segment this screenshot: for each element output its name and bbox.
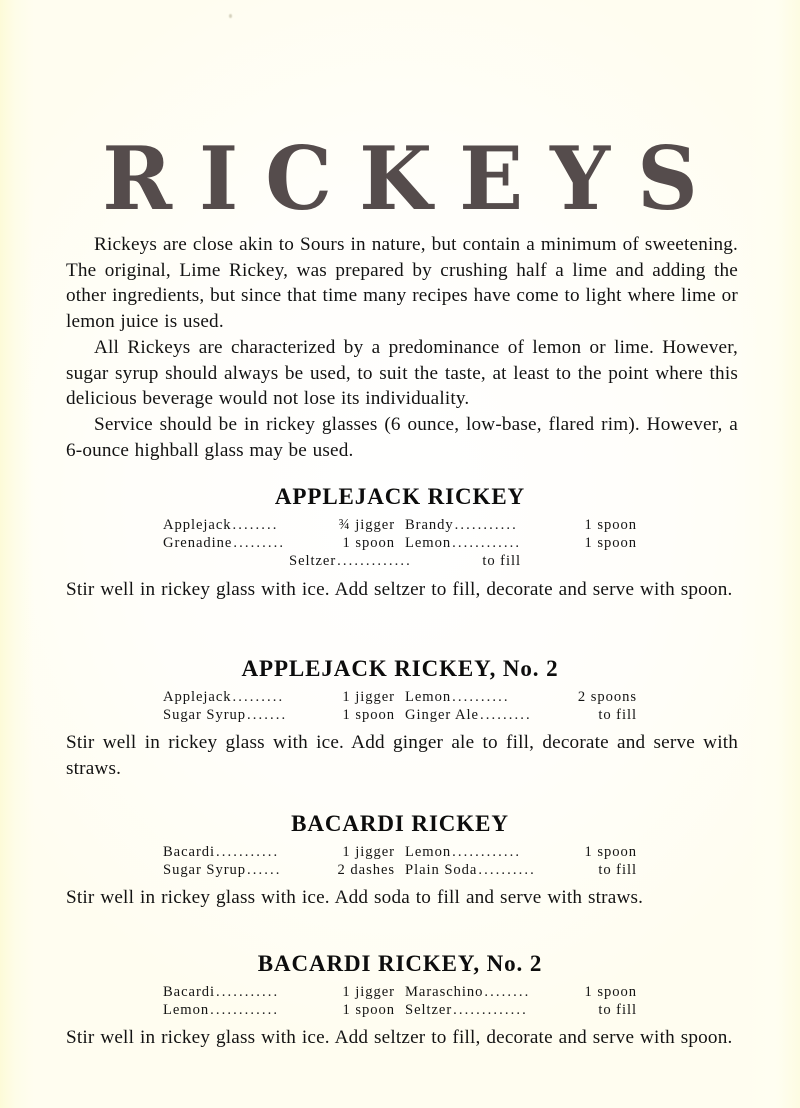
ingredient-row: [0, 861, 800, 879]
leader-dots: ..........: [478, 862, 536, 879]
recipe-block: [0, 950, 800, 1051]
ingredient-entry: [163, 861, 395, 879]
ingredient-name: Lemon: [405, 844, 452, 860]
ingredient-name: Plain Soda: [405, 862, 478, 879]
ingredient-entry: [163, 534, 395, 552]
leader-dots: .......: [247, 707, 288, 724]
ingredient-entry: [405, 983, 637, 1001]
ingredient-name: Seltzer: [289, 553, 337, 570]
ingredient-amount: to fill: [598, 862, 637, 879]
ingredient-amount: 1 jigger: [342, 689, 395, 705]
ingredient-entry: [163, 688, 395, 706]
leader-dots: ............: [210, 1002, 280, 1019]
ingredient-entry: [405, 861, 637, 879]
ingredient-amount: ¾ jigger: [338, 517, 395, 533]
ingredient-entry: [405, 843, 637, 861]
ingredient-amount: 1 jigger: [342, 984, 395, 1000]
ingredient-entry: [405, 1001, 637, 1019]
recipe-title: BACARDI RICKEY, No. 2: [257, 951, 543, 976]
ingredient-entry: [405, 688, 637, 706]
leader-dots: ......: [247, 862, 282, 879]
ingredient-table: [0, 688, 800, 724]
ingredient-amount: to fill: [482, 553, 521, 570]
ingredient-amount: 1 spoon: [342, 535, 395, 552]
ingredient-row: [0, 843, 800, 861]
ingredient-entry: [163, 1001, 395, 1019]
recipe-title: APPLEJACK RICKEY: [274, 484, 526, 509]
ingredient-entry: [163, 843, 395, 861]
ingredient-name: Applejack: [163, 689, 232, 705]
leader-dots: ...........: [216, 984, 280, 1000]
ingredient-amount: 1 spoon: [584, 984, 637, 1000]
ingredient-entry: [405, 516, 637, 534]
ingredient-name: Seltzer: [405, 1002, 453, 1019]
ingredient-entry: [405, 706, 637, 724]
leader-dots: ........: [484, 984, 531, 1000]
ingredient-entry: [405, 534, 637, 552]
ingredient-entry: [163, 516, 395, 534]
masthead: [0, 127, 800, 230]
leader-dots: ..........: [452, 689, 510, 705]
leader-dots: .........: [232, 689, 285, 705]
recipe-title: BACARDI RICKEY: [291, 811, 509, 836]
ingredient-name: Bacardi: [163, 844, 216, 860]
scan-artifact-speck-top: [229, 14, 232, 18]
leader-dots: .............: [337, 553, 412, 570]
leader-dots: ........: [232, 517, 279, 533]
ingredient-name: Lemon: [405, 689, 452, 705]
ingredient-name: Lemon: [163, 1002, 210, 1019]
leader-dots: .........: [233, 535, 286, 552]
ingredient-amount: 2 dashes: [337, 862, 395, 879]
ingredient-row: [0, 516, 800, 534]
ingredient-row: [0, 534, 800, 552]
ingredient-amount: 1 spoon: [342, 1002, 395, 1019]
ingredient-name: Sugar Syrup: [163, 862, 247, 879]
leader-dots: ...........: [454, 517, 518, 533]
scan-artifact-speck: [789, 263, 793, 273]
ingredient-amount: to fill: [598, 707, 637, 724]
introduction: [66, 232, 738, 463]
ingredient-name: Grenadine: [163, 535, 233, 552]
ingredient-name: Applejack: [163, 517, 232, 533]
ingredient-row: [0, 552, 800, 570]
ingredient-amount: to fill: [598, 1002, 637, 1019]
recipe-block: [0, 655, 800, 781]
ingredient-amount: 2 spoons: [577, 689, 637, 705]
leader-dots: ............: [452, 844, 522, 860]
ingredient-amount: 1 spoon: [584, 844, 637, 860]
recipe-block: [0, 483, 800, 602]
leader-dots: .........: [479, 707, 532, 724]
ingredient-row: [0, 1001, 800, 1019]
recipe-title: APPLEJACK RICKEY, No. 2: [241, 656, 559, 681]
leader-dots: .............: [453, 1002, 528, 1019]
ingredient-row: [0, 706, 800, 724]
ingredient-table: [0, 983, 800, 1019]
recipe-method: Stir well in rickey glass with ice. Add ginger ale to fill, decorate and serve with straws.: [66, 732, 738, 779]
ingredient-name: Lemon: [405, 535, 452, 552]
recipe-method: Stir well in rickey glass with ice. Add seltzer to fill, decorate and serve with spoon.: [66, 578, 733, 600]
page-title: RICKEYS: [102, 127, 725, 230]
ingredient-entry: [163, 706, 395, 724]
ingredient-entry: [163, 983, 395, 1001]
recipe-method: Stir well in rickey glass with ice. Add seltzer to fill, decorate and serve with spoon.: [66, 1027, 733, 1049]
intro-paragraph-1: Rickeys are close akin to Sours in nature, but contain a minimum of sweetening. The original, Lime Rickey, was prepared by crushing half a lime and adding the other ingredients, but since that time many recipes have come to light where lime or lemon juice is used.: [66, 234, 738, 333]
ingredient-amount: 1 jigger: [342, 844, 395, 860]
ingredient-row: [0, 983, 800, 1001]
ingredient-row: [0, 688, 800, 706]
ingredient-amount: 1 spoon: [584, 517, 637, 533]
ingredient-name: Brandy: [405, 517, 454, 533]
leader-dots: ...........: [216, 844, 280, 860]
recipe-method: Stir well in rickey glass with ice. Add soda to fill and serve with straws.: [66, 887, 644, 909]
ingredient-amount: 1 spoon: [584, 535, 637, 552]
ingredient-entry: [289, 552, 521, 570]
leader-dots: ............: [452, 535, 522, 552]
ingredient-name: Ginger Ale: [405, 707, 479, 724]
ingredient-name: Sugar Syrup: [163, 707, 247, 724]
ingredient-table: [0, 843, 800, 879]
ingredient-table: [0, 516, 800, 571]
recipe-block: [0, 810, 800, 911]
ingredient-name: Bacardi: [163, 984, 216, 1000]
intro-paragraph-3: Service should be in rickey glasses (6 ounce, low-base, flared rim). However, a 6-ounce highball glass may be used.: [66, 413, 738, 461]
ingredient-name: Maraschino: [405, 984, 484, 1000]
intro-paragraph-2: All Rickeys are characterized by a predominance of lemon or lime. However, sugar syrup should always be used, to suit the taste, at least to the point where this delicious beverage would not lose its individuality.: [66, 336, 738, 410]
ingredient-amount: 1 spoon: [342, 707, 395, 724]
